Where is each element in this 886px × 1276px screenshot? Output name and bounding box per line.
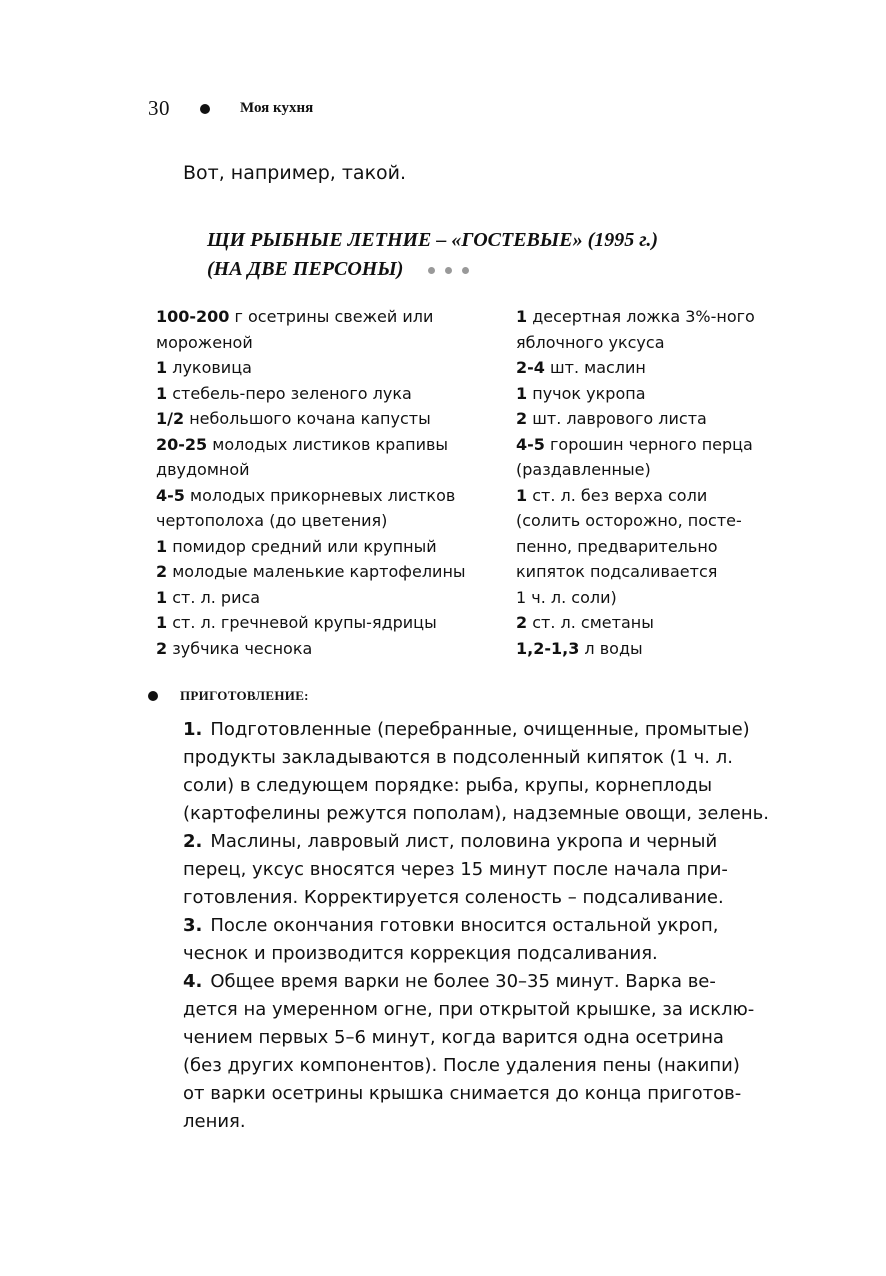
ingredient-line: (раздавленные) [516, 460, 651, 479]
step-line: 2. Маслины, лавровый лист, половина укропа и черный [183, 831, 718, 852]
step-line: (без других компонентов). После удаления пены (накипи) [183, 1055, 740, 1076]
preparation-steps [183, 716, 769, 1136]
ingredient-line: 4-5 горошин черного перца [516, 434, 753, 454]
step-line: дется на умеренном огне, при открытой крышке, за исклю- [183, 999, 755, 1020]
step-line: чением первых 5–6 минут, когда варится одна осетрина [183, 1027, 724, 1048]
step-line: от варки осетрины крышка снимается до конца приготов- [183, 1083, 742, 1104]
recipe-title [207, 226, 658, 284]
ingredients-left-column [156, 304, 501, 661]
running-head [148, 96, 313, 121]
ingredient-line: пенно, предварительно [516, 536, 718, 556]
ingredient-line: 20-25 молодых листиков крапивы [156, 434, 449, 454]
step-number: 2. [183, 831, 203, 852]
step-line: готовления. Корректируется соленость – подсаливание. [183, 887, 724, 908]
ingredient-line: 100-200 г осетрины свежей или [156, 307, 434, 326]
ingredient-line: 2-4 шт. маслин [516, 358, 646, 377]
step-number: 4. [183, 971, 203, 992]
step-line: ления. [183, 1111, 246, 1132]
ingredient-line: 2 молодые маленькие картофелины [156, 562, 466, 581]
ingredient-line: двудомной [156, 460, 250, 479]
recipe-title-line-2: (НА ДВЕ ПЕРСОНЫ) [207, 258, 404, 280]
ingredient-line: 2 шт. лаврового листа [516, 409, 707, 428]
step-line: продукты закладываются в подсоленный кипяток (1 ч. л. [183, 747, 733, 768]
recipe-title-line-1: ЩИ РЫБНЫЕ ЛЕТНИЕ – «ГОСТЕВЫЕ» (1995 г.) [207, 229, 659, 251]
ingredient-line: 1 десертная ложка 3%-ного [516, 307, 755, 326]
step-line: 1. Подготовленные (перебранные, очищенные, промытые) [183, 719, 750, 740]
ingredient-line: 1,2-1,3 л воды [516, 638, 643, 658]
step-line: перец, уксус вносятся через 15 минут после начала при- [183, 859, 728, 880]
step-number: 1. [183, 719, 203, 740]
preparation-label: ПРИГОТОВЛЕНИЕ: [180, 688, 309, 703]
ingredient-line: 4-5 молодых прикорневых листков [156, 485, 456, 505]
step-line: 4. Общее время варки не более 30–35 минут. Варка ве- [183, 971, 716, 992]
ingredient-line: 1/2 небольшого кочана капусты [156, 409, 431, 428]
bullet-dot-icon [200, 104, 210, 114]
ingredient-line: чертополоха (до цветения) [156, 511, 388, 530]
ingredient-line: 1 луковица [156, 358, 252, 377]
preparation-heading [148, 688, 309, 704]
step-line: чеснок и производится коррекция подсаливания. [183, 943, 658, 964]
ingredient-line: 1 ст. л. без верха соли [516, 485, 708, 505]
ingredient-line: 1 ч. л. соли) [516, 587, 617, 607]
ingredient-line: мороженой [156, 332, 253, 352]
ingredient-line: 1 помидор средний или крупный [156, 536, 437, 556]
step-line: (картофелины режутся пополам), надземные овощи, зелень. [183, 803, 769, 824]
page-number: 30 [148, 96, 170, 120]
step-line: 3. После окончания готовки вносится остальной укроп, [183, 915, 719, 936]
book-title: Моя кухня [240, 100, 314, 116]
ingredient-line: яблочного уксуса [516, 332, 665, 352]
ingredient-line: 1 ст. л. гречневой крупы-ядрицы [156, 613, 437, 632]
ingredient-line: (солить осторожно, посте- [516, 511, 742, 530]
bullet-dot-icon [148, 691, 158, 701]
ingredient-line: 1 ст. л. риса [156, 587, 261, 607]
ingredient-line: 1 стебель-перо зеленого лука [156, 383, 412, 403]
intro-text: Вот, например, такой. [183, 162, 407, 184]
ingredients-right-column [516, 304, 816, 661]
ingredient-line: 1 пучок укропа [516, 383, 646, 403]
step-line: соли) в следующем порядке: рыба, крупы, корнеплоды [183, 775, 713, 796]
ornament-dots-icon [428, 267, 469, 274]
ingredient-line: 2 ст. л. сметаны [516, 613, 654, 632]
step-number: 3. [183, 915, 203, 936]
ingredient-line: кипяток подсаливается [516, 562, 718, 581]
ingredient-line: 2 зубчика чеснока [156, 638, 313, 658]
